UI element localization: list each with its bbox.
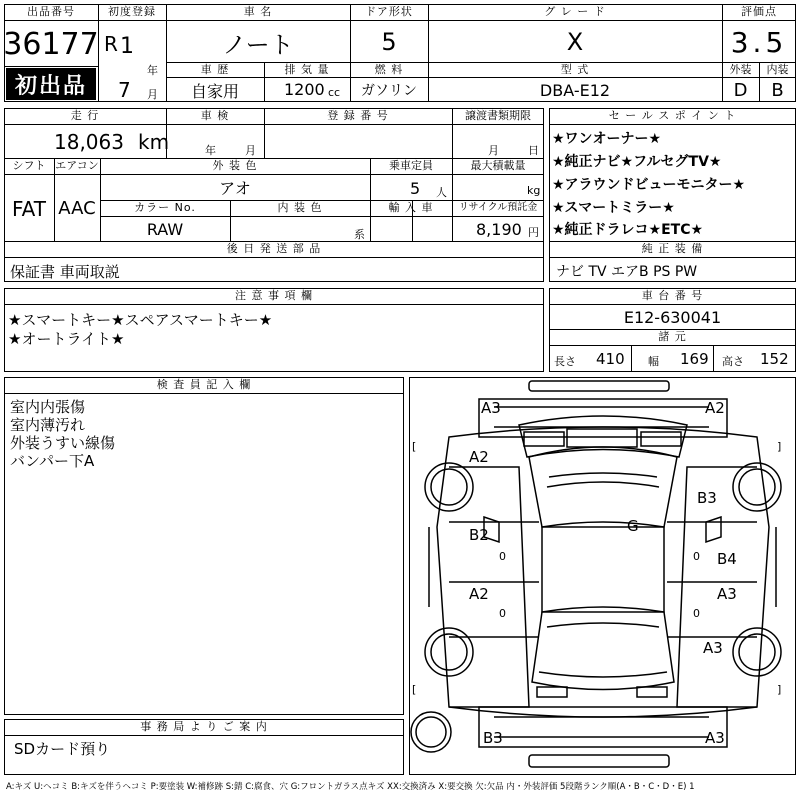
width: 169 [680, 350, 709, 368]
shift: FAT [11, 196, 46, 221]
load-unit: kg [527, 184, 541, 197]
inspector-line-3: 外装うすい線傷 [10, 434, 116, 452]
exterior-label: 外装 [729, 63, 752, 76]
displacement-unit: cc [328, 86, 341, 99]
registration-number-label: 登 録 番 号 [327, 109, 389, 122]
width-label: 幅 [648, 355, 659, 368]
mark-b2-door-left: B2 [469, 526, 489, 544]
door-type-label: ドア形状 [365, 5, 413, 18]
sales-point-5: ★純正ドラレコ★ETC★ [552, 222, 704, 238]
month-unit: 月 [147, 88, 158, 101]
lot-number: 36177 [3, 26, 99, 62]
grade-label: グ レ ー ド [544, 5, 606, 18]
later-items: 保証書 車両取説 [10, 263, 120, 281]
body-color: アオ [219, 179, 251, 198]
inspector-line-2: 室内薄汚れ [10, 416, 86, 434]
later-items-label: 後 日 発 送 部 品 [226, 242, 322, 255]
vehicle-history: 自家用 [190, 81, 239, 101]
color-number: RAW [146, 219, 184, 239]
fuel: ガソリン [361, 83, 417, 99]
inspection-label: 車 検 [200, 109, 230, 122]
notes-line-2: ★オートライト★ [8, 330, 125, 348]
door-count: 5 [381, 28, 397, 56]
inspection-year: 年 [205, 144, 216, 157]
length: 410 [596, 350, 625, 368]
max-load-label: 最大積載量 [470, 159, 526, 172]
capacity: 5 [410, 179, 421, 198]
equipment-label: 純 正 装 備 [641, 242, 704, 255]
model-label: 型 式 [560, 63, 590, 76]
mileage-unit: km [138, 130, 170, 154]
recycle-fee: 8,190 [476, 220, 522, 239]
first-registration-label: 初度登録 [108, 5, 156, 18]
displacement: 1200 [284, 80, 325, 99]
chassis-number-label: 車 台 番 号 [641, 289, 704, 302]
bracket-close-front: ] [777, 440, 782, 453]
mileage: 18,063 [54, 130, 124, 154]
sales-point-2: ★純正ナビ★フルセグTV★ [552, 154, 722, 170]
specs-label: 諸 元 [658, 330, 687, 343]
car-name-label: 車 名 [243, 5, 273, 18]
transfer-deadline-label: 譲渡書類期限 [465, 109, 531, 122]
zero-left-2: 0 [499, 607, 506, 620]
score-label: 評価点 [741, 5, 777, 18]
history-label: 車 歴 [200, 63, 230, 76]
air-conditioner: AAC [58, 198, 96, 219]
mark-g-glass: G [627, 517, 639, 535]
chassis-number: E12-630041 [623, 307, 722, 327]
mark-a3-rear-right: A3 [705, 729, 725, 747]
office-notice: SDカード預り [14, 740, 111, 758]
mark-a3-rear-door-right: A3 [717, 585, 737, 603]
interior-color-label: 内 装 色 [277, 201, 323, 214]
notes-line-1: ★スマートキー★スペアスマートキー★ [8, 311, 273, 329]
mark-b3-rear-left: B3 [483, 729, 503, 747]
mark-b3-fender-right: B3 [697, 489, 717, 507]
recycle-unit: 円 [528, 226, 539, 239]
sales-point-3: ★アラウンドビューモニター★ [552, 177, 746, 193]
shift-label: シフト [12, 159, 46, 172]
capacity-label: 乗車定員 [389, 159, 433, 172]
zero-right: 0 [693, 550, 700, 563]
color-number-label: カラー No. [134, 201, 196, 214]
sales-points-label: セ ー ル ス ポ イ ン ト [608, 109, 737, 122]
first-listing-badge: 初出品 [6, 68, 96, 100]
year-unit: 年 [147, 64, 158, 77]
mark-b4-door-right: B4 [717, 550, 737, 568]
mark-a2-fender-left: A2 [469, 448, 489, 466]
sales-point-4: ★スマートミラー★ [552, 200, 675, 216]
capacity-unit: 人 [436, 186, 447, 199]
bracket-open-rear: [ [412, 683, 417, 696]
ac-label: エアコン [55, 159, 99, 172]
zero-left: 0 [499, 550, 506, 563]
body-color-label: 外 装 色 [212, 159, 258, 172]
notes-label: 注 意 事 項 欄 [235, 289, 313, 302]
car-damage-diagram [409, 377, 796, 775]
height: 152 [760, 350, 789, 368]
mark-a3-front-left: A3 [481, 399, 501, 417]
era: R [104, 32, 118, 56]
inspector-line-1: 室内内張傷 [10, 398, 86, 416]
lot-number-label: 出品番号 [27, 5, 75, 18]
transfer-day: 日 [528, 144, 539, 157]
fuel-label: 燃 料 [374, 63, 404, 76]
import-label: 輸 入 車 [388, 201, 434, 214]
inspector-line-4: バンパー下A [10, 452, 95, 470]
height-label: 高さ [722, 355, 744, 368]
mileage-label: 走 行 [70, 109, 100, 122]
sales-point-1: ★ワンオーナー★ [552, 131, 662, 147]
exterior-grade: D [733, 79, 748, 101]
interior-color-unit: 系 [354, 228, 365, 241]
interior-grade: B [771, 79, 784, 101]
interior-label: 内装 [766, 63, 789, 76]
mark-a3-quarter-right: A3 [703, 639, 723, 657]
office-notice-label: 事 務 局 よ り ご 案 内 [140, 720, 268, 733]
mark-a2-rear-door-left: A2 [469, 585, 489, 603]
evaluation-score: 3.5 [730, 25, 788, 59]
displacement-label: 排 気 量 [284, 63, 330, 76]
zero-right-2: 0 [693, 607, 700, 620]
bracket-close-rear: ] [777, 683, 782, 696]
recycle-label: リサイクル預託金 [458, 202, 538, 213]
mark-a2-front-right: A2 [705, 399, 725, 417]
registration-month: 7 [118, 78, 131, 102]
inspection-month: 月 [245, 144, 256, 157]
grade: X [566, 28, 584, 56]
inspector-label: 検 査 員 記 入 欄 [156, 378, 252, 391]
bracket-open-front: [ [412, 440, 417, 453]
model-code: DBA-E12 [539, 80, 611, 100]
equipment: ナビ TV エアB PS PW [556, 264, 698, 280]
length-label: 長さ [554, 355, 576, 368]
registration-year: 1 [120, 34, 134, 59]
transfer-month: 月 [488, 144, 499, 157]
car-name: ノート [222, 30, 294, 59]
legend: A:キズ U:ヘコミ B:キズを伴うヘコミ P:要塗装 W:補修跡 S:錆 C:腐食、穴 G:フロントガラス点キズ XX:交換済み X:要交換 欠:欠品 内・外装評価 5段階ランク順(A・B・C・D・E) 1 [6, 782, 695, 792]
